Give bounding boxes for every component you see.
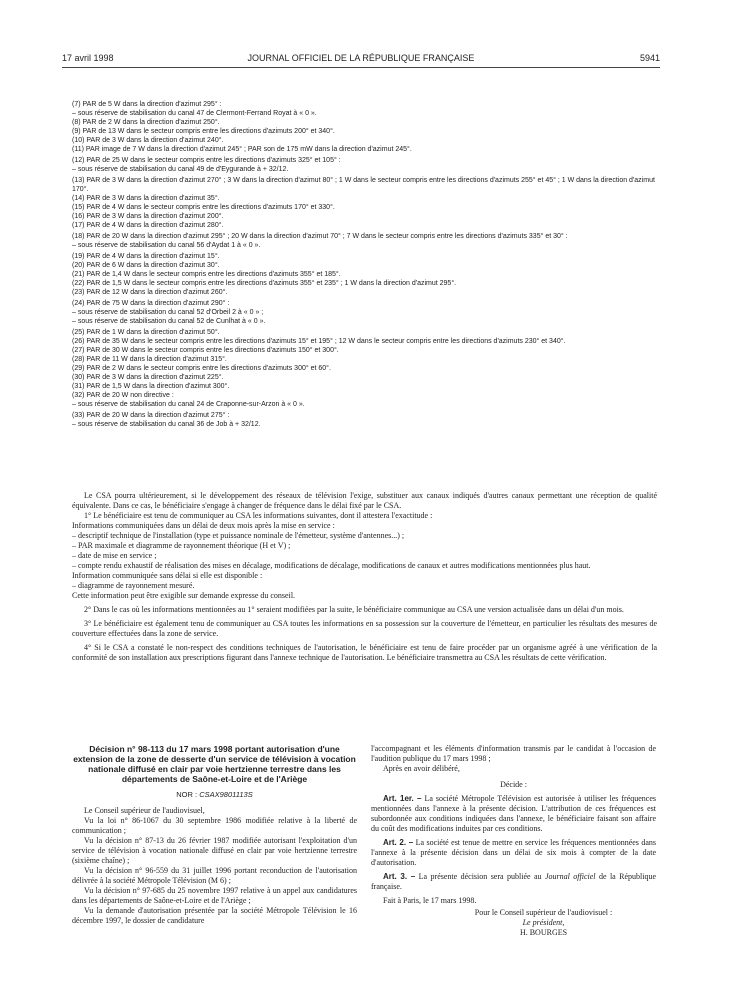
list-item: (27) PAR de 30 W dans le secteur compris entre les directions d'azimuts 150° et 300°. — [72, 347, 339, 354]
list-item: (9) PAR de 13 W dans le secteur compris entre les directions d'azimuts 200° et 340°. — [72, 128, 335, 135]
list-item: (31) PAR de 1,5 W dans la direction d'azimut 300°. — [72, 383, 230, 390]
paragraph: Cette information peut être exigible sur demande expresse du conseil. — [72, 591, 296, 600]
list-item: (24) PAR de 75 W dans la direction d'azimut 290° : — [72, 300, 230, 307]
list-item: (21) PAR de 1,4 W dans le secteur compris entre les directions d'azimuts 355° et 185°. — [72, 271, 341, 278]
list-item: (18) PAR de 20 W dans la direction d'azimut 295° ; 20 W dans la direction d'azimut 70° ; 7 W dans le secteur compris entre les directions d'azimuts 335° et 30° : — [72, 233, 568, 240]
paragraph: Vu la loi n° 86-1067 du 30 septembre 1986 modifiée relative à la liberté de communication ; — [72, 816, 357, 835]
header-page-number: 5941 — [639, 53, 660, 63]
bullet-item: – diagramme de rayonnement mesuré. — [72, 581, 195, 590]
bullet-item: – PAR maximale et diagramme de rayonnement théorique (H et V) ; — [72, 541, 291, 550]
article-3-text-b: de la République française. — [371, 872, 657, 891]
paragraph: Vu la demande d'autorisation présentée par la société Métropole Télévision le 16 décembre 1997, le dossier de candidature — [72, 906, 357, 925]
paragraph: Vu la décision n° 87-13 du 26 février 1987 modifiée autorisant l'exploitation d'un service de télévision à vocation nationale diffusé en clair par voie hertzienne terrestre (sixième chaîne) ; — [72, 836, 357, 865]
list-item: (23) PAR de 12 W dans la direction d'azimut 260°. — [72, 289, 228, 296]
paragraph: Vu la décision n° 96-559 du 31 juillet 1996 portant reconduction de l'autorisation délivrée à la société Métropole Télévision (M 6) ; — [72, 866, 357, 885]
decide-heading: Décide : — [500, 780, 527, 789]
article-3-text-a: La présente décision sera publiée au — [418, 872, 542, 881]
article-3-journal: Journal officiel — [544, 872, 596, 881]
article-1 — [371, 794, 656, 834]
annex-footnote-list — [72, 100, 657, 429]
list-item: (26) PAR de 35 W dans le secteur compris entre les directions d'azimuts 15° et 195° ; 12 W dans le secteur compris entre les directions d'azimuts 230° et 340°. — [72, 338, 566, 345]
list-item: (16) PAR de 3 W dans la direction d'azimut 200°. — [72, 213, 224, 220]
paragraph: Vu la décision n° 97-685 du 25 novembre 1997 relative à un appel aux candidatures dans les départements de Saône-et-Loire et de l'Ariège ; — [72, 886, 357, 905]
article-3-label: Art. 3. – — [383, 872, 416, 881]
signature-place-date: Fait à Paris, le 17 mars 1998. — [383, 896, 477, 905]
list-item: (19) PAR de 4 W dans la direction d'azimut 15°. — [72, 253, 220, 260]
list-item: (20) PAR de 6 W dans la direction d'azimut 30°. — [72, 262, 220, 269]
list-item: (32) PAR de 20 W non directive : — [72, 392, 174, 399]
list-item: – sous réserve de stabilisation du canal 56 d'Aydat 1 à « 0 ». — [72, 242, 261, 249]
list-item: – sous réserve de stabilisation du canal 52 de Cunlhat à « 0 ». — [72, 318, 266, 325]
list-item: (11) PAR image de 7 W dans la direction d'azimut 245° ; PAR son de 175 mW dans la direction d'azimut 245°. — [72, 146, 412, 153]
list-item: (7) PAR de 5 W dans la direction d'azimut 295° : — [72, 101, 222, 108]
paragraph: Le CSA pourra ultérieurement, si le développement des réseaux de télévision l'exige, substituer aux canaux indiqués d'autres canaux permettant une réception de qualité équivalente. Dans ce cas, le bénéficiaire s'engage à changer de fréquence dans le délai fixé par le CSA. — [72, 491, 657, 510]
nor-reference — [72, 790, 357, 800]
paragraph: Après en avoir délibéré, — [383, 764, 460, 773]
decision-left-column — [72, 744, 357, 926]
signature-authority: Pour le Conseil supérieur de l'audiovisuel : — [474, 908, 613, 917]
list-item: – sous réserve de stabilisation du canal 36 de Job à + 32/12. — [72, 421, 261, 428]
paragraph: l'accompagnant et les éléments d'information transmis par le candidat à l'occasion de l'audition publique du 17 mars 1998 ; — [371, 744, 656, 763]
signature-name: H. BOURGES — [519, 928, 568, 937]
article-2-text: La société est tenue de mettre en service les fréquences mentionnées dans l'annexe à la présente décision dans un délai de six mois à compter de la date d'autorisation. — [371, 838, 657, 867]
bullet-item: – descriptif technique de l'installation (type et puissance nominale de l'émetteur, système d'antennes...) ; — [72, 531, 405, 540]
header-date: 17 avril 1998 — [62, 53, 114, 63]
header-journal-title: JOURNAL OFFICIEL DE LA RÉPUBLIQUE FRANÇAISE — [247, 53, 475, 63]
list-item: (13) PAR de 3 W dans la direction d'azimut 270° ; 3 W dans la direction d'azimut 80° ; 1 W dans le secteur compris entre les directions d'azimuts 255° et 45° ; 1 W dans la direction d'azimut 170°. — [72, 177, 655, 193]
decision-right-column — [371, 744, 656, 938]
list-item: (29) PAR de 2 W dans le secteur compris entre les directions d'azimuts 300° et 60°. — [72, 365, 331, 372]
paragraph: Informations communiquées dans un délai de deux mois après la mise en service : — [72, 521, 335, 530]
nor-label: NOR : — [176, 790, 198, 799]
list-item: (10) PAR de 3 W dans la direction d'azimut 240°. — [72, 137, 224, 144]
paragraph: 2° Dans le cas où les informations mentionnées au 1° seraient modifiées par la suite, le bénéficiaire communique au CSA une version actualisée dans un délai d'un mois. — [84, 605, 624, 614]
article-2 — [371, 838, 656, 868]
paragraph: Information communiquée sans délai si elle est disponible : — [72, 571, 263, 580]
paragraph: Le Conseil supérieur de l'audiovisuel, — [84, 806, 205, 815]
page-header — [62, 53, 660, 67]
list-item: (12) PAR de 25 W dans le secteur compris entre les directions d'azimuts 325° et 105° : — [72, 157, 341, 164]
article-3 — [371, 872, 656, 892]
list-item: (8) PAR de 2 W dans la direction d'azimut 250°. — [72, 119, 220, 126]
paragraph: 3° Le bénéficiaire est également tenu de communiquer au CSA toutes les informations en sa possession sur la couverture de l'émetteur, en particulier les résultats des mesures de couverture effectuées dans la zone de service. — [72, 619, 657, 638]
list-item: (17) PAR de 4 W dans la direction d'azimut 280°. — [72, 222, 224, 229]
list-item: – sous réserve de stabilisation du canal 49 de d'Eygurande à + 32/12. — [72, 166, 289, 173]
list-item: (25) PAR de 1 W dans la direction d'azimut 50°. — [72, 329, 220, 336]
list-item: – sous réserve de stabilisation du canal 47 de Clermont-Ferrand Royat à « 0 ». — [72, 110, 317, 117]
bullet-item: – date de mise en service ; — [72, 551, 157, 560]
decision-title: Décision n° 98-113 du 17 mars 1998 portant autorisation d'une extension de la zone de desserte d'un service de télévision à vocation nationale diffusé en clair par voie hertzienne terrestre dans les départements de Saône-et-Loire et de l'Ariège — [73, 744, 356, 784]
paragraph: 1° Le bénéficiaire est tenu de communiquer au CSA les informations suivantes, dont il attestera l'exactitude : — [84, 511, 433, 520]
list-item: – sous réserve de stabilisation du canal 24 de Craponne-sur-Arzon à « 0 ». — [72, 401, 305, 408]
bullet-item: – compte rendu exhaustif de réalisation des mises en décalage, modifications de décalage, modifications de canaux et autres modifications mentionnées plus haut. — [72, 561, 591, 570]
list-item: (22) PAR de 1,5 W dans le secteur compris entre les directions d'azimuts 355° et 235° ; 1 W dans la direction d'azimut 295°. — [72, 280, 457, 287]
list-item: (33) PAR de 20 W dans la direction d'azimut 275° : — [72, 412, 230, 419]
article-1-text: La société Métropole Télévision est autorisée à utiliser les fréquences mentionnées dans l'annexe à la présente décision. L'attribution de ces fréquences est subordonnée aux conditions indiquées dans l'annexe, le bénéficiaire faisant son affaire du coût des modifications induites par ces conditions. — [371, 794, 657, 833]
paragraph: 4° Si le CSA a constaté le non-respect des conditions techniques de l'autorisation, le bénéficiaire est tenu de faire procéder par un organisme agréé à une vérification de la conformité de son installation aux prescriptions figurant dans l'annexe technique de l'autorisation. Le bénéficiaire transmettra au CSA les résultats de cette vérification. — [72, 643, 657, 662]
header-rule — [62, 67, 660, 68]
list-item: (14) PAR de 3 W dans la direction d'azimut 35°. — [72, 195, 220, 202]
technical-conditions — [72, 491, 657, 663]
article-1-label: Art. 1er. – — [383, 794, 422, 803]
list-item: (30) PAR de 3 W dans la direction d'azimut 225°. — [72, 374, 224, 381]
list-item: – sous réserve de stabilisation du canal 52 d'Orbeil 2 à « 0 » ; — [72, 309, 264, 316]
article-2-label: Art. 2. – — [383, 838, 414, 847]
list-item: (28) PAR de 11 W dans la direction d'azimut 315°. — [72, 356, 227, 363]
signature-role — [371, 918, 656, 928]
nor-value: CSAX9801113S — [199, 790, 253, 799]
president-label: Le président, — [522, 918, 565, 927]
list-item: (15) PAR de 4 W dans le secteur compris entre les directions d'azimuts 170° et 330°. — [72, 204, 335, 211]
